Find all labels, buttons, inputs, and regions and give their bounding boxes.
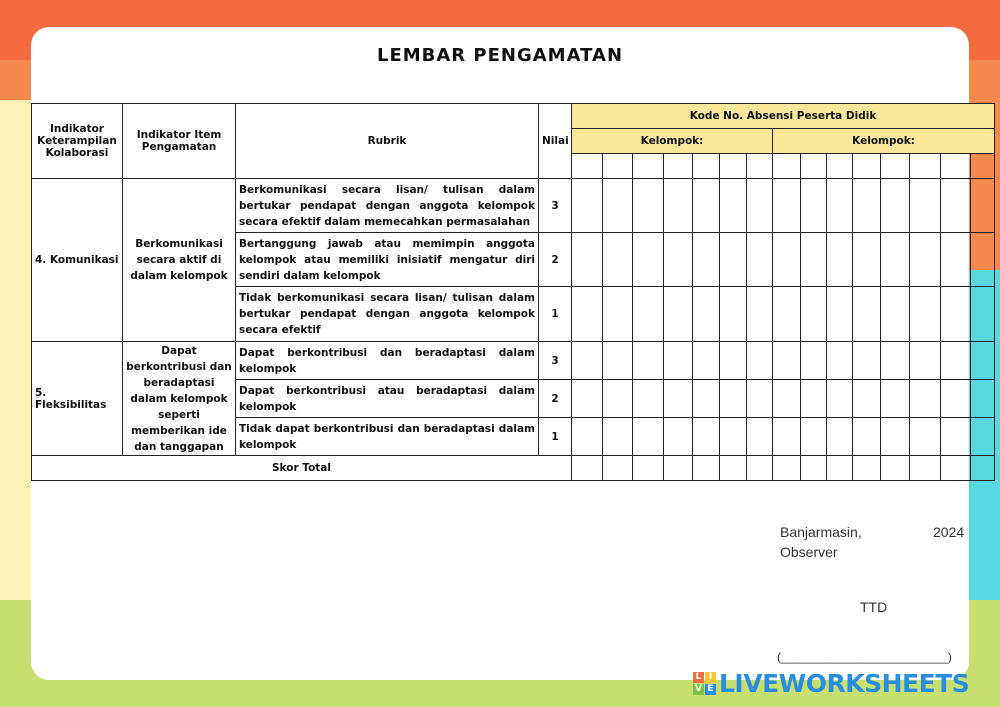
score-cell[interactable] xyxy=(801,233,827,287)
score-cell[interactable] xyxy=(603,233,633,287)
score-cell[interactable] xyxy=(633,287,664,342)
total-cell[interactable] xyxy=(881,456,910,481)
nilai-cell: 2 xyxy=(539,233,572,287)
score-cell[interactable] xyxy=(633,342,664,380)
score-cell[interactable] xyxy=(881,179,910,233)
liveworksheets-logo[interactable] xyxy=(693,668,969,698)
score-cell[interactable] xyxy=(664,342,693,380)
skill-cell: 5. Fleksibilitas xyxy=(32,342,123,456)
student-number-cell[interactable] xyxy=(664,154,693,179)
student-number-cell[interactable] xyxy=(693,154,720,179)
score-cell[interactable] xyxy=(881,418,910,456)
score-cell[interactable] xyxy=(572,179,603,233)
score-cell[interactable] xyxy=(941,287,971,342)
score-cell[interactable] xyxy=(603,380,633,418)
student-number-cell[interactable] xyxy=(971,154,995,179)
total-cell[interactable] xyxy=(664,456,693,481)
total-row xyxy=(32,456,995,481)
score-cell[interactable] xyxy=(720,342,747,380)
total-cell[interactable] xyxy=(773,456,801,481)
score-cell[interactable] xyxy=(747,287,773,342)
student-number-cell[interactable] xyxy=(827,154,853,179)
total-cell[interactable] xyxy=(801,456,827,481)
score-cell[interactable] xyxy=(693,287,720,342)
score-cell[interactable] xyxy=(747,380,773,418)
score-cell[interactable] xyxy=(910,418,941,456)
student-number-cell[interactable] xyxy=(881,154,910,179)
item-cell: Dapat berkontribusi dan beradaptasi dalam kelompok seperti memberikan ide dan tanggapan xyxy=(123,342,236,456)
score-cell[interactable] xyxy=(827,179,853,233)
score-cell[interactable] xyxy=(603,418,633,456)
total-cell[interactable] xyxy=(853,456,881,481)
rubrik-cell: Dapat berkontribusi atau beradaptasi dalam kelompok xyxy=(236,380,539,418)
header-indikator-item: Indikator Item Pengamatan xyxy=(123,104,236,179)
rubrik-cell: Dapat berkontribusi dan beradaptasi dalam kelompok xyxy=(236,342,539,380)
score-cell[interactable] xyxy=(773,380,801,418)
score-cell[interactable] xyxy=(693,233,720,287)
header-indikator-keterampilan: Indikator Keterampilan Kolaborasi xyxy=(32,104,123,179)
score-cell[interactable] xyxy=(572,418,603,456)
score-cell[interactable] xyxy=(881,233,910,287)
skill-cell: 4. Komunikasi xyxy=(32,179,123,342)
signature-role: Observer xyxy=(780,544,838,560)
score-cell[interactable] xyxy=(853,342,881,380)
score-cell[interactable] xyxy=(773,233,801,287)
score-cell[interactable] xyxy=(827,233,853,287)
score-cell[interactable] xyxy=(572,380,603,418)
score-cell[interactable] xyxy=(801,287,827,342)
score-cell[interactable] xyxy=(572,287,603,342)
score-cell[interactable] xyxy=(664,233,693,287)
score-cell[interactable] xyxy=(603,342,633,380)
rubrik-cell: Tidak dapat berkontribusi dan beradaptasi dalam kelompok xyxy=(236,418,539,456)
score-cell[interactable] xyxy=(720,233,747,287)
logo-icon xyxy=(693,672,716,695)
header-kode-absensi: Kode No. Absensi Peserta Didik xyxy=(572,104,995,129)
score-cell[interactable] xyxy=(633,380,664,418)
logo-letter: E xyxy=(705,684,716,695)
signature-year: 2024 xyxy=(933,524,965,540)
score-cell[interactable] xyxy=(747,418,773,456)
header-kelompok-2: Kelompok: xyxy=(773,129,995,154)
score-cell[interactable] xyxy=(910,342,941,380)
total-cell[interactable] xyxy=(971,456,995,481)
table-row xyxy=(32,179,995,233)
score-cell[interactable] xyxy=(971,380,995,418)
score-cell[interactable] xyxy=(633,233,664,287)
score-cell[interactable] xyxy=(664,418,693,456)
score-cell[interactable] xyxy=(664,179,693,233)
total-cell[interactable] xyxy=(941,456,971,481)
score-cell[interactable] xyxy=(910,179,941,233)
nilai-cell: 3 xyxy=(539,179,572,233)
score-cell[interactable] xyxy=(773,179,801,233)
score-cell[interactable] xyxy=(910,287,941,342)
score-cell[interactable] xyxy=(773,418,801,456)
score-cell[interactable] xyxy=(881,380,910,418)
total-cell[interactable] xyxy=(693,456,720,481)
score-cell[interactable] xyxy=(572,233,603,287)
nilai-cell: 3 xyxy=(539,342,572,380)
score-cell[interactable] xyxy=(827,287,853,342)
total-cell[interactable] xyxy=(720,456,747,481)
score-cell[interactable] xyxy=(971,287,995,342)
header-nilai: Nilai xyxy=(539,104,572,179)
score-cell[interactable] xyxy=(801,179,827,233)
score-cell[interactable] xyxy=(941,380,971,418)
observation-table xyxy=(31,103,995,481)
score-cell[interactable] xyxy=(773,287,801,342)
score-cell[interactable] xyxy=(971,418,995,456)
score-cell[interactable] xyxy=(881,342,910,380)
score-cell[interactable] xyxy=(664,287,693,342)
score-cell[interactable] xyxy=(633,418,664,456)
table-row xyxy=(32,342,995,380)
page-title: LEMBAR PENGAMATAN xyxy=(376,45,624,66)
total-cell[interactable] xyxy=(633,456,664,481)
score-cell[interactable] xyxy=(572,342,603,380)
student-number-cell[interactable] xyxy=(633,154,664,179)
score-cell[interactable] xyxy=(633,179,664,233)
score-cell[interactable] xyxy=(853,179,881,233)
logo-letter: I xyxy=(705,672,716,683)
logo-letter: L xyxy=(693,672,704,683)
header-kelompok-1: Kelompok: xyxy=(572,129,773,154)
score-cell[interactable] xyxy=(910,233,941,287)
total-cell[interactable] xyxy=(603,456,633,481)
score-cell[interactable] xyxy=(853,233,881,287)
total-cell[interactable] xyxy=(572,456,603,481)
header-rubrik: Rubrik xyxy=(236,104,539,179)
score-cell[interactable] xyxy=(941,233,971,287)
score-cell[interactable] xyxy=(720,287,747,342)
score-cell[interactable] xyxy=(693,418,720,456)
score-cell[interactable] xyxy=(910,380,941,418)
rubrik-cell: Tidak berkomunikasi secara lisan/ tulisan dalam bertukar pendapat dengan anggota kelompok secara efektif xyxy=(236,287,539,342)
score-cell[interactable] xyxy=(720,380,747,418)
score-cell[interactable] xyxy=(941,342,971,380)
score-cell[interactable] xyxy=(941,179,971,233)
score-cell[interactable] xyxy=(971,342,995,380)
student-number-cell[interactable] xyxy=(572,154,603,179)
rubrik-cell: Bertanggung jawab atau memimpin anggota kelompok atau memiliki inisiatif mengatur diri sendiri dalam kelompok xyxy=(236,233,539,287)
logo-letter: V xyxy=(693,684,704,695)
score-cell[interactable] xyxy=(827,418,853,456)
score-cell[interactable] xyxy=(720,418,747,456)
score-cell[interactable] xyxy=(827,342,853,380)
student-number-cell[interactable] xyxy=(910,154,941,179)
score-cell[interactable] xyxy=(853,418,881,456)
student-number-cell[interactable] xyxy=(941,154,971,179)
score-cell[interactable] xyxy=(747,342,773,380)
student-number-cell[interactable] xyxy=(853,154,881,179)
score-cell[interactable] xyxy=(941,418,971,456)
skor-total-label: Skor Total xyxy=(32,456,572,481)
score-cell[interactable] xyxy=(801,380,827,418)
score-cell[interactable] xyxy=(801,342,827,380)
total-cell[interactable] xyxy=(747,456,773,481)
nilai-cell: 1 xyxy=(539,287,572,342)
student-number-cell[interactable] xyxy=(720,154,747,179)
nilai-cell: 2 xyxy=(539,380,572,418)
score-cell[interactable] xyxy=(603,179,633,233)
score-cell[interactable] xyxy=(773,342,801,380)
score-cell[interactable] xyxy=(881,287,910,342)
signature-city: Banjarmasin, xyxy=(780,524,862,540)
score-cell[interactable] xyxy=(720,179,747,233)
score-cell[interactable] xyxy=(747,179,773,233)
student-number-cell[interactable] xyxy=(747,154,773,179)
score-cell[interactable] xyxy=(747,233,773,287)
score-cell[interactable] xyxy=(693,179,720,233)
score-cell[interactable] xyxy=(971,179,995,233)
nilai-cell: 1 xyxy=(539,418,572,456)
student-number-cell[interactable] xyxy=(773,154,801,179)
signature-line: (_________________________) xyxy=(777,650,952,664)
logo-text: LIVEWORKSHEETS xyxy=(719,668,970,698)
total-cell[interactable] xyxy=(827,456,853,481)
score-cell[interactable] xyxy=(693,342,720,380)
total-cell[interactable] xyxy=(910,456,941,481)
score-cell[interactable] xyxy=(827,380,853,418)
item-cell: Berkomunikasi secara aktif di dalam kelompok xyxy=(123,179,236,342)
score-cell[interactable] xyxy=(853,380,881,418)
signature-ttd: TTD xyxy=(860,599,888,615)
score-cell[interactable] xyxy=(971,233,995,287)
rubrik-cell: Berkomunikasi secara lisan/ tulisan dalam bertukar pendapat dengan anggota kelompok secara efektif dalam memecahkan permasalahan xyxy=(236,179,539,233)
student-number-cell[interactable] xyxy=(603,154,633,179)
student-number-cell[interactable] xyxy=(801,154,827,179)
score-cell[interactable] xyxy=(853,287,881,342)
score-cell[interactable] xyxy=(664,380,693,418)
score-cell[interactable] xyxy=(801,418,827,456)
score-cell[interactable] xyxy=(693,380,720,418)
score-cell[interactable] xyxy=(603,287,633,342)
